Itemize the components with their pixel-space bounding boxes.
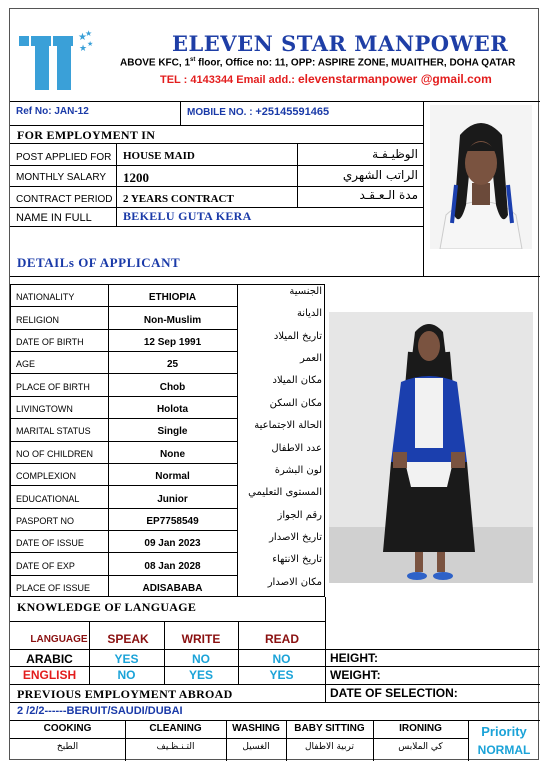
address-sup: st xyxy=(190,57,196,63)
post-applied-arabic: الوظيـفـة xyxy=(372,147,418,161)
english-speak: NO xyxy=(117,668,136,682)
priority-label: Priority xyxy=(481,724,527,739)
full-name-label: NAME IN FULL xyxy=(16,212,92,224)
arabic-read: NO xyxy=(272,652,291,666)
detail-arabic: الحالة الاجتماعية xyxy=(254,420,322,431)
detail-value: Chob xyxy=(159,382,186,393)
weight-label: WEIGHT: xyxy=(330,668,381,682)
company-contact xyxy=(160,72,492,86)
svg-text:★: ★ xyxy=(85,29,93,38)
detail-arabic: مكان السكن xyxy=(269,398,322,409)
detail-value: 09 Jan 2023 xyxy=(144,538,201,549)
detail-value: Normal xyxy=(155,471,190,482)
write-col-header: WRITE xyxy=(181,632,221,646)
date-of-selection-label: DATE OF SELECTION: xyxy=(330,686,458,700)
ref-label: Ref No: xyxy=(16,106,55,117)
skill-name: BABY SITTING xyxy=(294,723,365,734)
previous-employment-heading: PREVIOUS EMPLOYMENT ABROAD xyxy=(17,687,233,701)
detail-label: DATE OF BIRTH xyxy=(16,337,84,347)
monthly-salary-label: MONTHLY SALARY xyxy=(16,172,107,183)
skill-name: WASHING xyxy=(232,723,280,734)
detail-arabic: تاريخ الميلاد xyxy=(273,331,322,342)
ref-number xyxy=(16,106,89,117)
detail-value: ADISABABA xyxy=(142,583,203,594)
detail-arabic: مكان الاصدار xyxy=(267,577,322,588)
detail-value: Non-Muslim xyxy=(143,315,202,326)
detail-value: 12 Sep 1991 xyxy=(143,337,202,348)
english-read: YES xyxy=(269,668,294,682)
detail-arabic: الديانة xyxy=(296,308,322,319)
detail-label: PASPORT NO xyxy=(16,516,75,526)
detail-arabic: مكان الميلاد xyxy=(272,375,322,386)
contact-email: elevenstarmanpower @gmail.com xyxy=(297,72,492,86)
detail-arabic: لون البشرة xyxy=(274,465,322,476)
height-label: HEIGHT: xyxy=(330,651,378,665)
post-applied-value: HOUSE MAID xyxy=(123,150,195,162)
skill-arabic: التـنـظـيف xyxy=(156,742,195,752)
detail-label: AGE xyxy=(16,359,36,369)
address-part2: floor, Office no: 11, OPP: ASPIRE ZONE, MUAITHER, DOHA QATAR xyxy=(195,57,516,69)
detail-value: 08 Jan 2028 xyxy=(144,561,201,572)
company-logo xyxy=(17,26,95,92)
ref-value: JAN-12 xyxy=(54,106,89,117)
svg-text:★: ★ xyxy=(79,44,88,54)
logo-graphic xyxy=(17,26,95,92)
detail-label: PLACE OF ISSUE xyxy=(16,583,91,593)
detail-arabic: الجنسية xyxy=(289,286,322,297)
application-form xyxy=(9,8,539,760)
detail-value: Single xyxy=(157,426,188,437)
detail-value: None xyxy=(160,449,185,460)
detail-arabic: رقم الجواز xyxy=(277,510,322,521)
detail-label: NATIONALITY xyxy=(16,292,75,302)
post-applied-label: POST APPLIED FOR xyxy=(16,152,112,163)
language-heading: KNOWLEDGE OF LANGUAGE xyxy=(17,600,197,614)
skill-arabic: الغسيل xyxy=(242,742,270,752)
contract-period-label: CONTRACT PERIOD xyxy=(16,194,113,205)
mobile-label: MOBILE NO. : xyxy=(187,107,256,118)
language-col-header: LANGUAGE xyxy=(30,634,88,645)
company-address xyxy=(120,57,515,68)
detail-value: ETHIOPIA xyxy=(148,292,197,303)
skill-name: CLEANING xyxy=(149,723,202,734)
arabic-write: NO xyxy=(192,652,210,666)
arabic-speak: YES xyxy=(114,652,139,666)
detail-label: DATE OF EXP xyxy=(16,561,75,571)
detail-value: Junior xyxy=(157,494,188,505)
detail-arabic: المستوى التعليمي xyxy=(248,487,322,498)
monthly-salary-value: 1200 xyxy=(123,170,149,185)
skill-name: IRONING xyxy=(399,723,442,734)
company-name: ELEVEN STAR MANPOWER xyxy=(172,31,509,56)
details-heading: DETAILs OF APPLICANT xyxy=(17,255,181,270)
detail-label: NO OF CHILDREN xyxy=(16,449,94,459)
employment-heading: FOR EMPLOYMENT IN xyxy=(17,128,156,142)
svg-text:★: ★ xyxy=(78,32,87,43)
detail-label: EDUCATIONAL xyxy=(16,494,80,504)
skill-arabic: الطبخ xyxy=(56,742,79,752)
contact-label: TEL : 4143344 Email add.: xyxy=(160,74,298,86)
applicant-portrait-photo xyxy=(430,105,532,249)
detail-label: DATE OF ISSUE xyxy=(16,538,84,548)
detail-label: RELIGION xyxy=(16,315,60,325)
speak-col-header: SPEAK xyxy=(107,632,149,646)
english-lang-name: ENGLISH xyxy=(22,668,77,682)
priority-value: NORMAL xyxy=(477,743,531,757)
contract-period-arabic: مدة الـعـقـد xyxy=(359,188,418,202)
skill-arabic: تربية الاطفال xyxy=(304,742,354,752)
detail-value: 25 xyxy=(166,359,179,370)
detail-arabic: تاريخ الانتهاء xyxy=(272,554,322,565)
detail-label: LIVINGTOWN xyxy=(16,404,73,414)
read-col-header: READ xyxy=(264,632,299,646)
full-name-value: BEKELU GUTA KERA xyxy=(123,209,252,223)
detail-value: EP7758549 xyxy=(146,516,199,527)
applicant-full-photo xyxy=(329,312,533,583)
detail-arabic: العمر xyxy=(300,353,322,364)
contract-period-value: 2 YEARS CONTRACT xyxy=(123,193,234,205)
detail-label: MARITAL STATUS xyxy=(16,426,91,436)
detail-arabic: عدد الاطفال xyxy=(271,443,322,454)
english-write: YES xyxy=(188,668,213,682)
detail-arabic: تاريخ الاصدار xyxy=(269,532,322,543)
address-part1: ABOVE KFC, 1 xyxy=(120,57,191,69)
skill-name: COOKING xyxy=(43,723,92,734)
skill-arabic: كي الملابس xyxy=(398,742,443,752)
mobile-value: +25145591465 xyxy=(255,106,330,118)
detail-value: Holota xyxy=(156,404,189,415)
detail-label: PLACE OF BIRTH xyxy=(16,382,90,392)
mobile-number xyxy=(187,106,329,118)
monthly-salary-arabic: الراتب الشهري xyxy=(342,168,418,182)
previous-employment-value: 2 /2/2------BERUIT/SAUDI/DUBAI xyxy=(17,705,183,717)
arabic-lang-name: ARABIC xyxy=(26,652,73,666)
detail-label: COMPLEXION xyxy=(16,471,77,481)
svg-text:★: ★ xyxy=(87,40,94,48)
